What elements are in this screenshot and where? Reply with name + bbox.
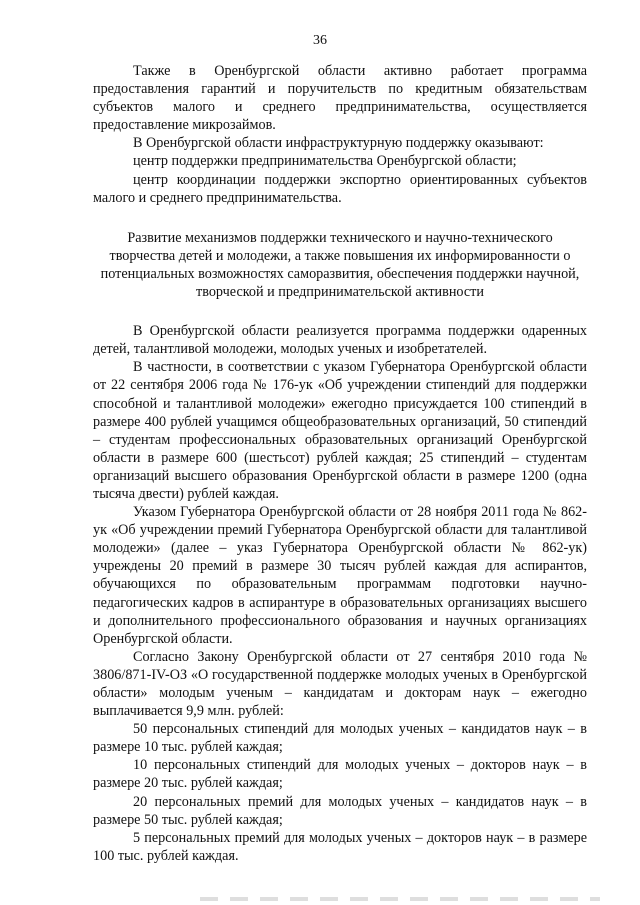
list-item-stipends-doctors: 10 персональных стипендий для молодых ученых – докторов наук – в размере 20 тыс. рублей каждая; xyxy=(93,757,587,792)
paragraph-decree-862: Указом Губернатора Оренбургской области от 28 ноября 2011 года № 862-ук «Об учреждении премий Губернатора Оренбургской области для талантливой молодежи» (далее – указ Губернатора Оренбургской области № 862-ук) учреждены 20 премий в размере 30 тысяч рублей каждая для аспирантов, обучающихся по образовательным программам подготовки научно-педагогических кадров в аспирантуре в образовательных организациях высшего и дополнительного профессионального образования и научных организациях Оренбургской области. xyxy=(93,504,587,647)
paragraph-program: В Оренбургской области реализуется программа поддержки одаренных детей, талантливой молодежи, молодых ученых и изобретателей. xyxy=(93,323,587,358)
paragraph-export-center: центр координации поддержки экспортно ориентированных субъектов малого и среднего предпринимательства. xyxy=(93,171,587,206)
page-number: 36 xyxy=(313,33,327,48)
paragraph-law-3806: Согласно Закону Оренбургской области от 27 сентября 2010 года № 3806/871-IV-ОЗ «О государственной поддержке молодых ученых в Оренбургской области» молодым ученым – кандидатам и докторам наук – ежегодно выплачивается 9,9 млн. рублей: xyxy=(93,648,587,720)
paragraph-guarantees: Также в Оренбургской области активно работает программа предоставления гарантий и поручительств по кредитным обязательствам субъектов малого и среднего предпринимательства, осуществляется предоставление микрозаймов. xyxy=(93,63,587,134)
list-item-prizes-candidates: 20 персональных премий для молодых ученых – кандидатов наук – в размере 50 тыс. рублей каждая; xyxy=(93,793,587,828)
paragraph-infrastructure: В Оренбургской области инфраструктурную поддержку оказывают: xyxy=(133,135,544,152)
section-heading: Развитие механизмов поддержки технического и научно-технического творчества детей и молодежи, а также повышения их информированности о потенциальных возможностях саморазвития, обеспечения поддержки научной, творческой и предпринимательской активности xyxy=(100,229,580,301)
page-body xyxy=(93,62,587,865)
scan-artifact xyxy=(200,897,600,901)
list-item-prizes-doctors: 5 персональных премий для молодых ученых – докторов наук – в размере 100 тыс. рублей каждая. xyxy=(93,829,587,864)
paragraph-support-center: центр поддержки предпринимательства Оренбургской области; xyxy=(133,153,517,170)
list-item-stipends-candidates: 50 персональных стипендий для молодых ученых – кандидатов наук – в размере 10 тыс. рублей каждая; xyxy=(93,721,587,756)
paragraph-decree-176: В частности, в соответствии с указом Губернатора Оренбургской области от 22 сентября 2006 года № 176-ук «Об учреждении стипендий для поддержки способной и талантливой молодежи» ежегодно присуждается 100 стипендий в размере 400 рублей учащимся общеобразовательных организаций, 50 стипендий – студентам профессиональных образовательных организаций Оренбургской области в размере 600 (шестьсот) рублей каждая; 25 стипендий – студентам организаций высшего образования Оренбургской области в размере 1200 (одна тысяча двести) рублей каждая. xyxy=(93,359,587,502)
